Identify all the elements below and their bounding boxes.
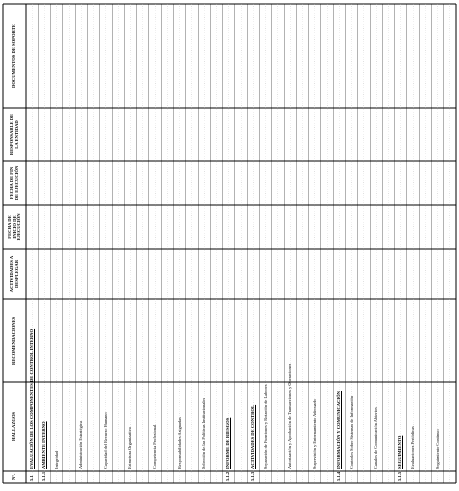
finding-item: Evaluaciones Periódicas xyxy=(410,426,415,469)
finding-item: Competencia Profesional xyxy=(152,424,157,469)
column-header: HALLAZGOS xyxy=(11,411,16,441)
row-number: 5.1.3 xyxy=(249,471,255,481)
row-number: 5.1.2 xyxy=(225,471,231,481)
section-heading: EVALUACIÓN DE LOS COMPONENTES DE CONTROL INTERNO xyxy=(28,328,34,469)
finding-item: Estructura Organizativa xyxy=(127,427,133,469)
finding-item: Integridad xyxy=(53,450,59,469)
finding-item: Separación de Funciones y Rotación de Labores xyxy=(262,384,268,469)
finding-item: Autorización y Aprobación de Transacciones y Operaciones xyxy=(287,363,293,469)
row-number: 5.1.5 xyxy=(397,471,403,481)
section-heading: ACTIVIDADES DE CONTROL xyxy=(249,404,255,469)
column-header: ACTIVIDADES A DESPLEGAR xyxy=(9,255,19,293)
section-heading: INFORMACIÓN Y COMUNICACIÓN xyxy=(335,390,341,469)
row-number: 5.1.1 xyxy=(40,471,46,481)
finding-item: Responsabilidades Asignadas xyxy=(176,417,182,469)
section-heading: SEGUIMIENTO xyxy=(397,435,403,469)
row-number: 5.1 xyxy=(28,475,34,481)
column-header: RESPONSABLE DE LA ENTIDAD xyxy=(9,113,19,156)
column-header: DOCUMENTOS DE SOPORTE xyxy=(11,24,16,88)
section-heading: INFORME DE RIESGOS xyxy=(225,417,231,469)
finding-item: Supervisión y Entrenamiento Adecuado xyxy=(311,399,317,469)
finding-item: Administración Estratégica xyxy=(78,421,84,469)
column-header: RECOMENDACIONES xyxy=(11,316,16,365)
finding-item: Seguimiento Continuo xyxy=(434,429,440,469)
section-heading: AMBIENTE INTERNO xyxy=(40,421,46,469)
finding-item: Capacidad del Recurso Humano xyxy=(102,412,108,469)
finding-item: Selección de las Políticas Institucionales xyxy=(201,397,207,469)
column-header: FECHA DE INICIO DE EJECUCIÓN xyxy=(6,213,21,241)
row-number: 5.1.4 xyxy=(335,471,341,481)
finding-item: Canales de Comunicación Abiertos xyxy=(373,407,379,469)
finding-item: Controles Sobre Sistemas de Información xyxy=(348,395,354,469)
column-header: FECHA DE FIN DE EJECUCIÓN xyxy=(9,165,19,201)
column-header: N°. xyxy=(11,473,16,480)
